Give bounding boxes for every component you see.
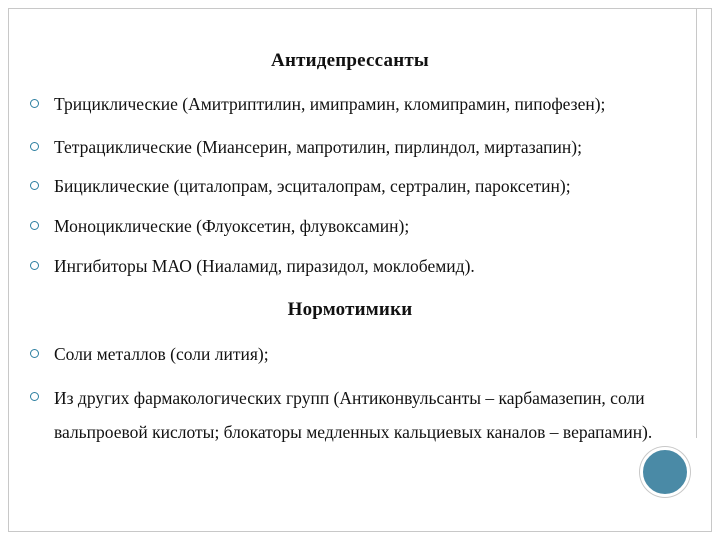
- corner-circle-decoration: [640, 447, 690, 497]
- list-item-text: Моноциклические (Флуоксетин, флувоксамин);: [54, 216, 410, 236]
- list-item-text: Соли металлов (соли лития);: [54, 344, 269, 364]
- bullet-icon: [30, 261, 39, 270]
- list-item-text: Бициклические (циталопрам, эсциталопрам, сертралин, пароксетин);: [54, 176, 571, 196]
- list-item-text: Ингибиторы МАО (Ниаламид, пиразидол, моклобемид).: [54, 256, 475, 276]
- bullet-icon: [30, 142, 39, 151]
- section-title-antidepressants: Антидепрессанты: [271, 50, 429, 71]
- bullet-icon: [30, 349, 39, 358]
- bullet-icon: [30, 392, 39, 401]
- bullet-icon: [30, 99, 39, 108]
- list-item-text: Тетрациклические (Миансерин, мапротилин, пирлиндол, миртазапин);: [54, 137, 582, 157]
- bullet-icon: [30, 181, 39, 190]
- section-title-normothymics: Нормотимики: [287, 299, 413, 320]
- list-item-text: Трициклические (Амитриптилин, имипрамин, кломипрамин, пипофезен);: [54, 94, 606, 114]
- list-item-text: Из других фармакологических групп (Антиконвульсанты – карбамазепин, соли вальпроевой кислоты; блокаторы медленных кальциевых каналов – верапамин).: [54, 388, 653, 442]
- bullet-icon: [30, 221, 39, 230]
